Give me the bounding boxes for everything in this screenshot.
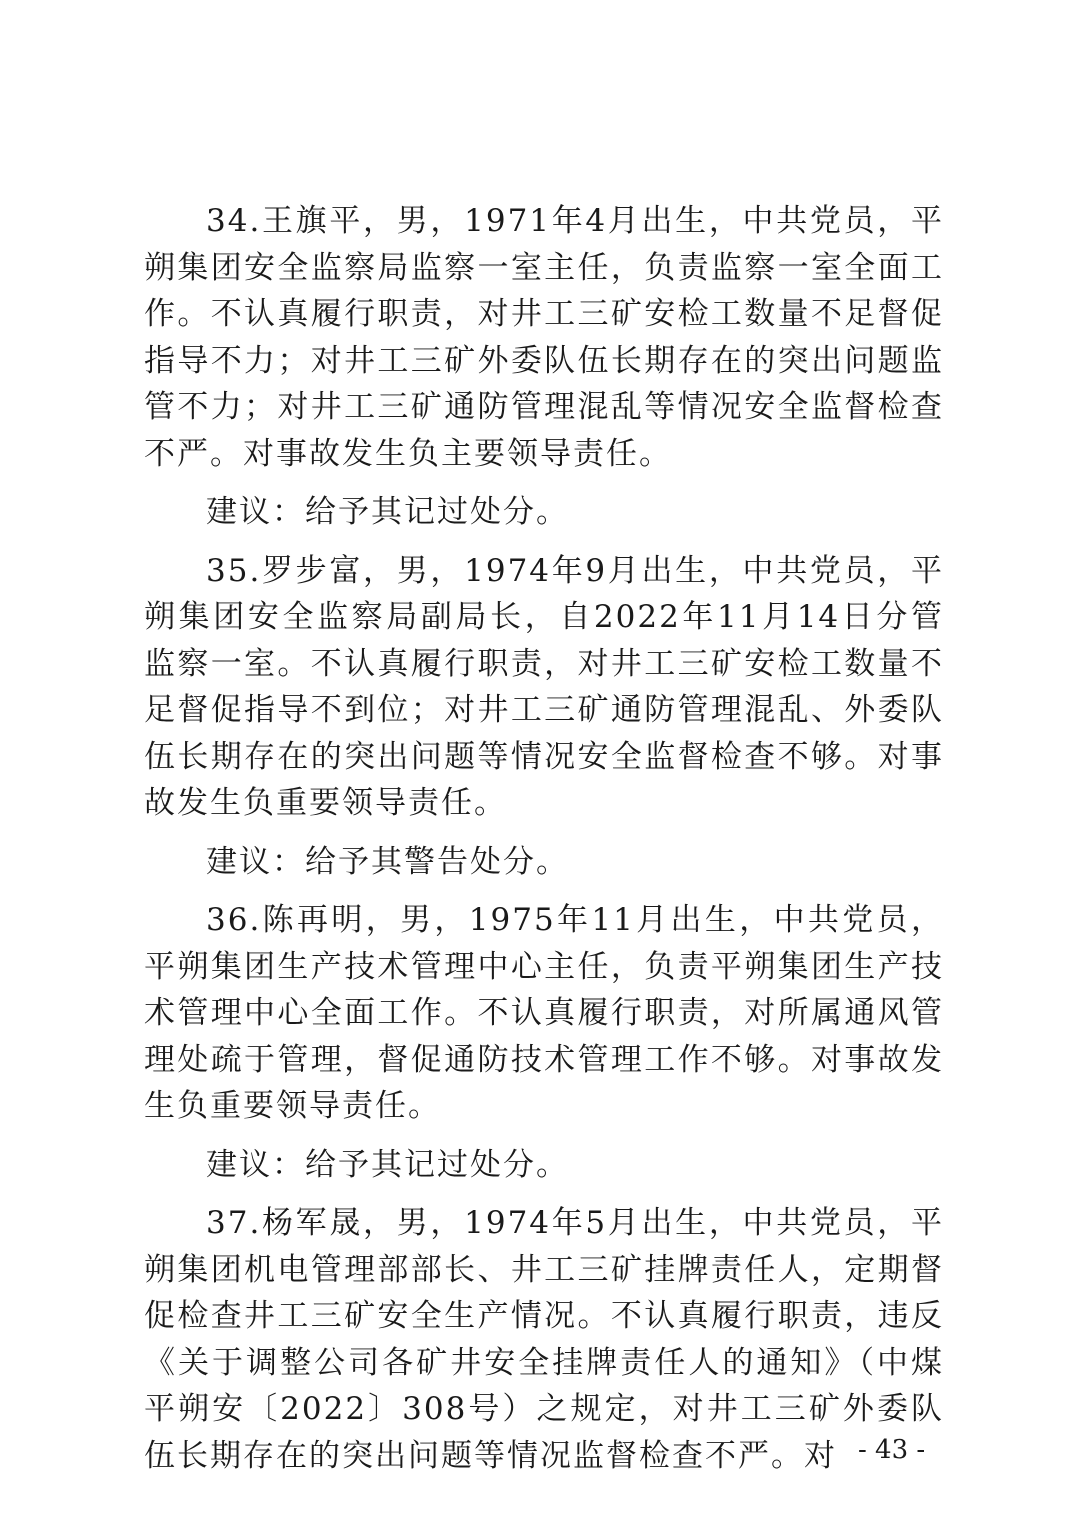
paragraph-37: 37.杨军晟，男，1974年5月出生，中共党员，平朔集团机电管理部部长、井工三矿挂牌责任人，定期督促检查井工三矿安全生产情况。不认真履行职责，违反《关于调整公司各矿井安全挂牌责任人的通知》（中煤平朔安〔2022〕308号）之规定，对井工三矿外委队伍长期存在的突出问题等情况监督检查不严。对	[144, 1205, 944, 1474]
paragraph-35: 35.罗步富，男，1974年9月出生，中共党员，平朔集团安全监察局副局长，自2022年11月14日分管监察一室。不认真履行职责，对井工三矿安检工数量不足督促指导不到位；对井工三矿通防管理混乱、外委队伍长期存在的突出问题等情况安全监督检查不够。对事故发生负重要领导责任。	[144, 552, 944, 821]
paragraph-36: 36.陈再明，男，1975年11月出生，中共党员，平朔集团生产技术管理中心主任，负责平朔集团生产技术管理中心全面工作。不认真履行职责，对所属通风管理处疏于管理，督促通防技术管理工作不够。对事故发生负重要领导责任。	[144, 902, 944, 1124]
paragraph-34: 34.王旗平，男，1971年4月出生，中共党员，平朔集团安全监察局监察一室主任，负责监察一室全面工作。不认真履行职责，对井工三矿安检工数量不足督促指导不力；对井工三矿外委队伍长期存在的突出问题监管不力；对井工三矿通防管理混乱等情况安全监督检查不严。对事故发生负主要领导责任。	[144, 203, 944, 472]
suggestion-34: 建议：给予其记过处分。	[206, 494, 569, 530]
suggestion-35: 建议：给予其警告处分。	[206, 843, 569, 880]
document-body	[144, 198, 944, 1479]
page-number: - 43 -	[858, 1435, 926, 1465]
suggestion-36: 建议：给予其记过处分。	[206, 1146, 569, 1183]
